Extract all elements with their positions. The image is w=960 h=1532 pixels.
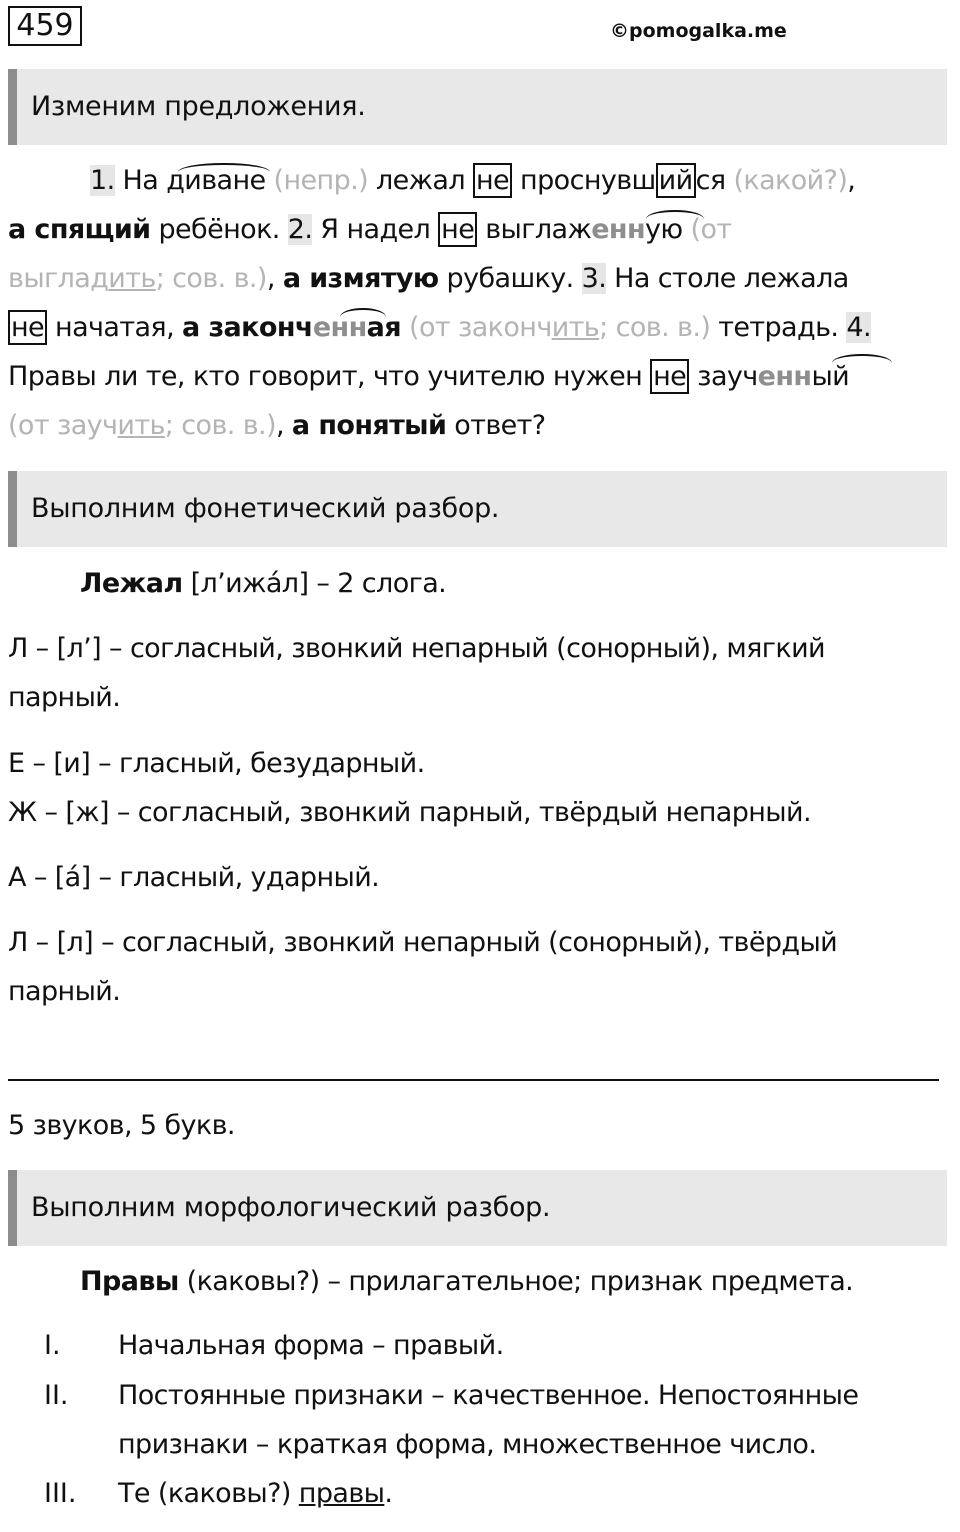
transcription: [л’ижа́л] – 2 слога. <box>182 568 447 599</box>
section-header-change: Изменим предложения. <box>8 69 947 145</box>
text: выглаж <box>477 214 592 245</box>
hint: ; сов. в.) <box>599 312 711 343</box>
text: ую <box>645 214 683 245</box>
underlined-word: правы <box>298 1478 385 1509</box>
phonetic-line: Е – [и] – гласный, безударный. <box>8 748 425 779</box>
list-text: Постоянные признаки – качественное. Непостоянные <box>118 1380 859 1411</box>
bold-phrase: а понятый <box>291 410 447 441</box>
phonetic-summary: 5 звуков, 5 букв. <box>8 1110 235 1141</box>
root-arc <box>178 163 270 181</box>
word-divane: диване <box>166 165 266 196</box>
morph-desc: (каковы?) – прилагательное; признак предмета. <box>178 1266 854 1297</box>
phonetic-line: Ж – [ж] – согласный, звонкий парный, твёрдый непарный. <box>8 797 811 828</box>
text: ребёнок. <box>150 214 288 245</box>
text: рубашку. <box>438 263 582 294</box>
hint: выглад <box>8 263 109 294</box>
text: , <box>847 165 856 196</box>
text: Те (каковы?) <box>118 1478 299 1509</box>
section-header-morph: Выполним морфологический разбор. <box>8 1170 947 1246</box>
number-1: 1. <box>90 165 115 196</box>
suffix-enn: енн <box>591 214 646 245</box>
list-number: III. <box>44 1478 77 1509</box>
hint: (от зауч <box>8 410 118 441</box>
text: лежал <box>376 165 473 196</box>
sentence-line-3 <box>8 263 849 294</box>
bold-phrase: ая <box>366 312 402 343</box>
sentence-line-4 <box>8 312 871 343</box>
list-text: Начальная форма – правый. <box>118 1330 504 1361</box>
bold-phrase: а законч <box>182 312 313 343</box>
text: , <box>275 410 292 441</box>
text: Правы ли те, кто говорит, что учителю нужен <box>8 361 651 392</box>
phonetic-line: Л – [л] – согласный, звонкий непарный (сонорный), твёрдый <box>8 927 838 958</box>
phonetic-line: парный. <box>8 682 121 713</box>
text: ый <box>811 361 850 392</box>
sentence-line-2 <box>8 214 732 245</box>
hint-underlined: ить <box>551 312 600 343</box>
morph-word: Правы <box>80 1266 179 1297</box>
list-number: II. <box>44 1380 69 1411</box>
ne-box: не <box>650 359 689 394</box>
list-number: I. <box>44 1330 61 1361</box>
site-watermark: ©pomogalka.me <box>610 20 787 42</box>
ne-box: не <box>473 163 512 198</box>
hint-underlined: ить <box>108 263 156 294</box>
sentence-line-6 <box>8 410 546 441</box>
phonetic-line: парный. <box>8 976 121 1007</box>
text: , <box>266 263 283 294</box>
text: проснувш <box>512 165 656 196</box>
hint: (от <box>682 214 732 245</box>
text: ся <box>695 165 726 196</box>
divider-line <box>8 1079 939 1081</box>
ne-box: не <box>438 212 477 247</box>
text: На <box>114 165 167 196</box>
suffix-enn: енн <box>757 361 812 392</box>
hint: (от законч <box>401 312 552 343</box>
ne-box: не <box>8 310 47 345</box>
text: начатая, <box>47 312 183 343</box>
hint: ; сов. в.) <box>164 410 276 441</box>
morph-heading <box>80 1266 853 1297</box>
hint: (непр.) <box>265 165 377 196</box>
text: Я надел <box>312 214 439 245</box>
text: . <box>384 1478 393 1509</box>
list-text: признаки – краткая форма, множественное число. <box>118 1429 817 1460</box>
hint: (какой?) <box>725 165 848 196</box>
section-header-phonetic: Выполним фонетический разбор. <box>8 471 947 547</box>
suffix-enn: енн <box>312 312 367 343</box>
bold-phrase: а спящий <box>8 214 151 245</box>
sentence-line-5 <box>8 361 849 392</box>
text: тетрадь. <box>710 312 847 343</box>
text: На столе лежала <box>606 263 849 294</box>
phonetic-word: Лежал <box>80 568 183 599</box>
number-2: 2. <box>287 214 313 245</box>
phonetic-heading <box>80 568 446 599</box>
phonetic-line: Л – [л’] – согласный, звонкий непарный (сонорный), мягкий <box>8 633 825 664</box>
number-3: 3. <box>581 263 607 294</box>
bold-phrase: а измятую <box>282 263 439 294</box>
list-text <box>118 1478 392 1509</box>
hint-underlined: ить <box>117 410 165 441</box>
number-4: 4. <box>846 312 871 343</box>
page-number: 459 <box>8 6 82 46</box>
phonetic-line: А – [а́] – гласный, ударный. <box>8 862 380 893</box>
text: ответ? <box>446 410 546 441</box>
suffix-box: ий <box>656 163 696 198</box>
hint: ; сов. в.) <box>155 263 267 294</box>
text: зауч <box>689 361 758 392</box>
